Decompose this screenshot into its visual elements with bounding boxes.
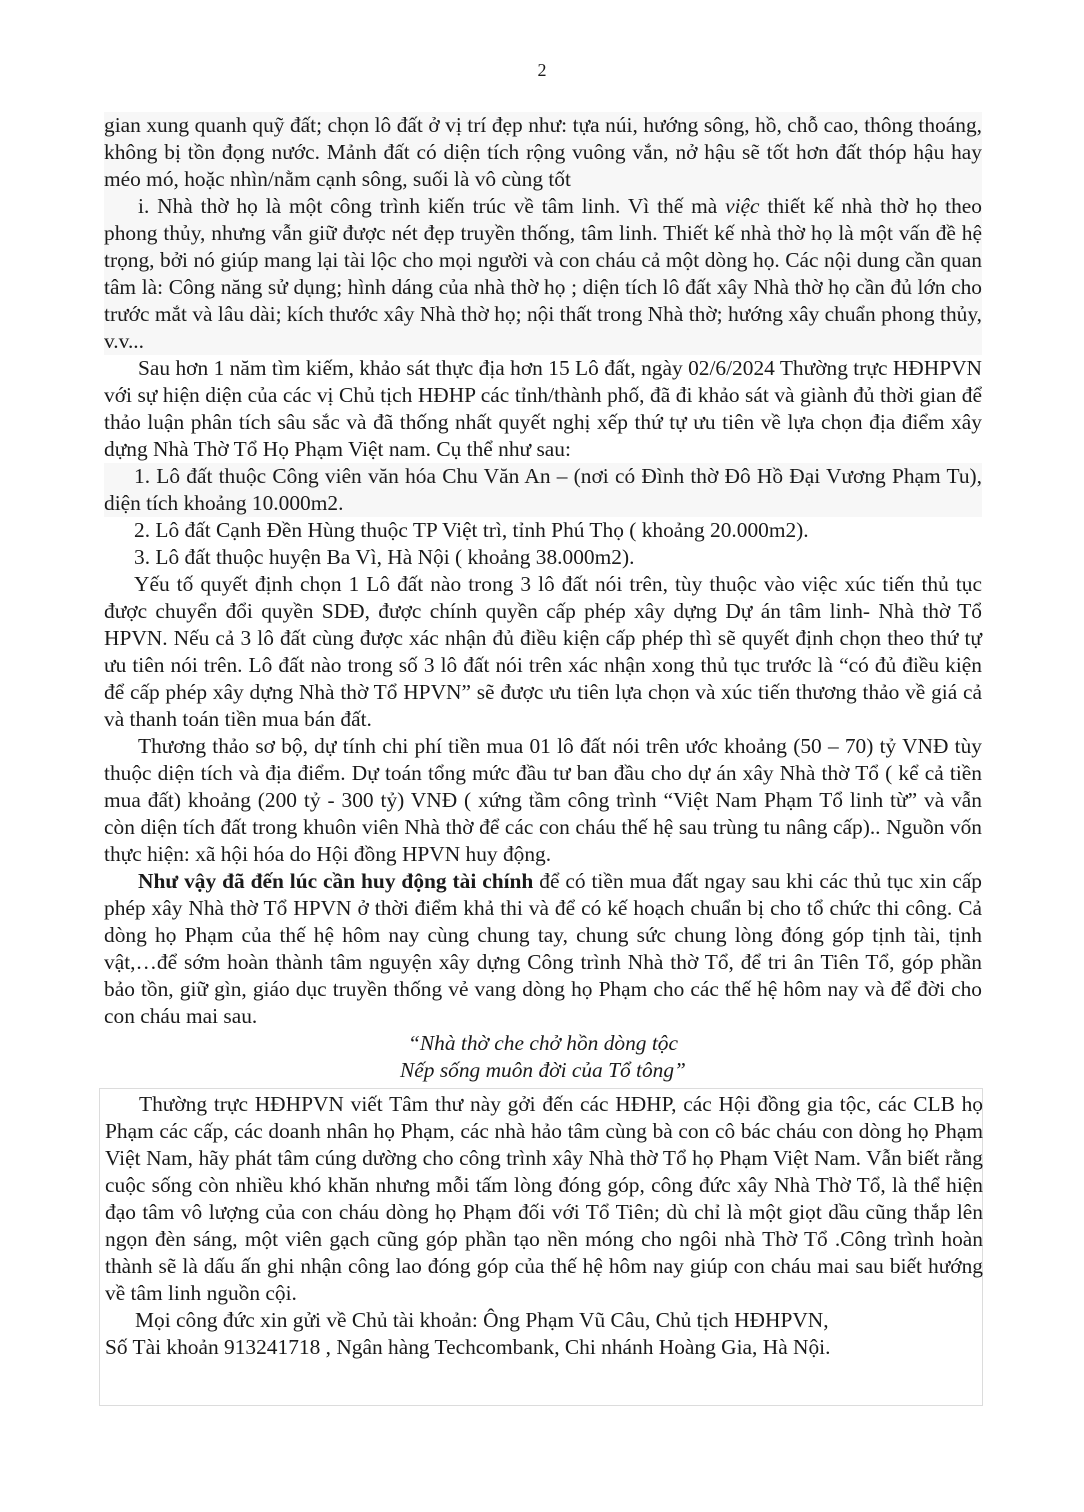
paragraph-design-text-2: thiết kế nhà thờ họ theo phong thủy, nhưng vẫn giữ được nét đẹp truyền thống, tâm linh. Thiết kế nhà thờ họ là một vấn đề hệ trọng, bởi nó giúp mang lại tài lộc cho mọi người và con cháu cả một dòng họ. Các nội dung cần quan tâm là: Công năng sử dụng; hình dáng của nhà thờ họ ; diện tích lô đất xây Nhà thờ họ cần đủ lớn cho trước mắt và lâu dài; kích thước xây Nhà thờ họ; nội thất trong Nhà thờ; hướng xây chuẩn phong thủy, v.v... (104, 194, 982, 353)
list-item-3: 3. Lô đất thuộc huyện Ba Vì, Hà Nội ( khoảng 38.000m2). (134, 545, 635, 569)
list-item-1: 1. Lô đất thuộc Công viên văn hóa Chu Văn An – (nơi có Đình thờ Đô Hồ Đại Vương Phạm Tu), diện tích khoảng 10.000m2. (104, 464, 982, 515)
paragraph-design-text-1: i. Nhà thờ họ là một công trình kiến trúc về tâm linh. Vì thế mà (138, 194, 726, 218)
fundraising-bold-lead: Như vậy đã đến lúc cần huy động tài chính (138, 869, 534, 893)
paragraph-site-search: Sau hơn 1 năm tìm kiếm, khảo sát thực địa hơn 15 Lô đất, ngày 02/6/2024 Thường trực HĐHPVN với sự hiện diện của các vị Chủ tịch HĐHP các tỉnh/thành phố, đã đi khảo sát và giành đủ thời gian để thảo luận phân tích sâu sắc và đã thống nhất quyết nghị xếp thứ tự ưu tiên về lựa chọn địa điểm xây dựng Nhà Thờ Tổ Họ Phạm Việt nam. Cụ thể như sau: (104, 356, 982, 461)
quote-line-1: “Nhà thờ che chở hồn dòng tộc (408, 1031, 678, 1055)
paragraph-design (104, 193, 982, 355)
account-holder-line: Mọi công đức xin gửi về Chủ tài khoản: Ông Phạm Vũ Câu, Chủ tịch HĐHPVN, (135, 1308, 829, 1332)
fundraising-text: để có tiền mua đất ngay sau khi các thủ tục xin cấp phép xây Nhà thờ Tổ HPVN ở thời điểm khả thi và để có kế hoạch chuẩn bị cho tổ chức thi công. Cả dòng họ Phạm của thế hệ hôm nay cùng chung tay, chung sức chung lòng đóng góp tịnh tài, tịnh vật,…để sớm hoàn thành tâm nguyện xây dựng Công trình Nhà thờ Tổ, để tri ân Tiên Tổ, góp phần bảo tồn, giữ gìn, giáo dục truyền thống vẻ vang dòng họ Phạm cho các thế hệ hôm nay và để đời cho con cháu mai sau. (104, 869, 983, 1028)
paragraph-intro: gian xung quanh quỹ đất; chọn lô đất ở vị trí đẹp như: tựa núi, hướng sông, hồ, chỗ cao, thông thoáng, không bị tồn đọng nước. Mảnh đất có diện tích rộng vuông vắn, nở hậu sẽ tốt hơn đất thóp hậu hay méo mó, hoặc nhìn/nằm cạnh sông, suối là vô cùng tốt (104, 113, 982, 191)
account-number-line: Số Tài khoản 913241718 , Ngân hàng Techcombank, Chi nhánh Hoàng Gia, Hà Nội. (105, 1335, 831, 1359)
document-body (104, 112, 982, 1406)
paragraph-cost-estimate: Thương thảo sơ bộ, dự tính chi phí tiền mua 01 lô đất nói trên ước khoảng (50 – 70) tỷ VNĐ tùy thuộc diện tích và địa điểm. Dự toán tổng mức đầu tư ban đầu cho dự án xây Nhà thờ Tổ ( kể cả tiền mua đất) khoảng (200 tỷ - 300 tỷ) VNĐ ( xứng tầm công trình “Việt Nam Phạm Tổ linh từ” và vẫn còn diện tích đất trong khuôn viên Nhà thờ để các con cháu thế hệ sau trùng tu nâng cấp).. Nguồn vốn thực hiện: xã hội hóa do Hội đồng HPVN huy động. (104, 734, 982, 866)
quote-line-2: Nếp sống muôn đời của Tổ tông” (400, 1058, 686, 1082)
page-number: 2 (537, 60, 547, 80)
paragraph-design-emphasis: việc (725, 194, 760, 218)
paragraph-deciding-factor: Yếu tố quyết định chọn 1 Lô đất nào trong 3 lô đất nói trên, tùy thuộc vào việc xúc tiến thủ tục được chuyển đổi quyền SDĐ, được chính quyền cấp phép xây dựng Dự án tâm linh- Nhà thờ Tổ HPVN. Nếu cả 3 lô đất cùng được xác nhận đủ điều kiện cấp phép thì sẽ quyết định chọn theo thứ tự ưu tiên nói trên. Lô đất nào trong số 3 lô đất nói trên xác nhận xong thủ tục trước là “có đủ điều kiện để cấp phép xây dựng Nhà thờ Tổ HPVN” sẽ được ưu tiên lựa chọn và xúc tiến thương thảo về giá cả và thanh toán tiền mua bán đất. (104, 572, 982, 731)
paragraph-fundraising (104, 868, 982, 1030)
list-item-2: 2. Lô đất Cạnh Đền Hùng thuộc TP Việt trì, tỉnh Phú Thọ ( khoảng 20.000m2). (134, 518, 809, 542)
paragraph-letter: Thường trực HĐHPVN viết Tâm thư này gởi đến các HĐHP, các Hội đồng gia tộc, các CLB họ Phạm các cấp, các doanh nhân họ Phạm, các nhà hảo tâm cùng bà con cô bác cháu con dòng họ Phạm Việt Nam, hãy phát tâm cúng dường cho công trình xây Nhà thờ Tổ họ Phạm Việt Nam. Vẫn biết rằng cuộc sống còn nhiều khó khăn nhưng mỗi tấm lòng đóng góp, công đức xây Nhà Thờ Tổ, là thể hiện đạo tâm vô lượng của con cháu dòng họ Phạm đối với Tổ Tiên; dù chỉ là một giọt dầu cũng thắp lên ngọn đèn sáng, một viên gạch cũng góp phần tạo nền móng cho ngôi nhà Thờ Tổ .Công trình hoàn thành sẽ là dấu ấn ghi nhận công lao đóng góp của thế hệ hôm nay giúp con cháu mai sau biết hướng về tâm linh nguồn cội. (105, 1092, 983, 1305)
letter-box (99, 1088, 983, 1406)
